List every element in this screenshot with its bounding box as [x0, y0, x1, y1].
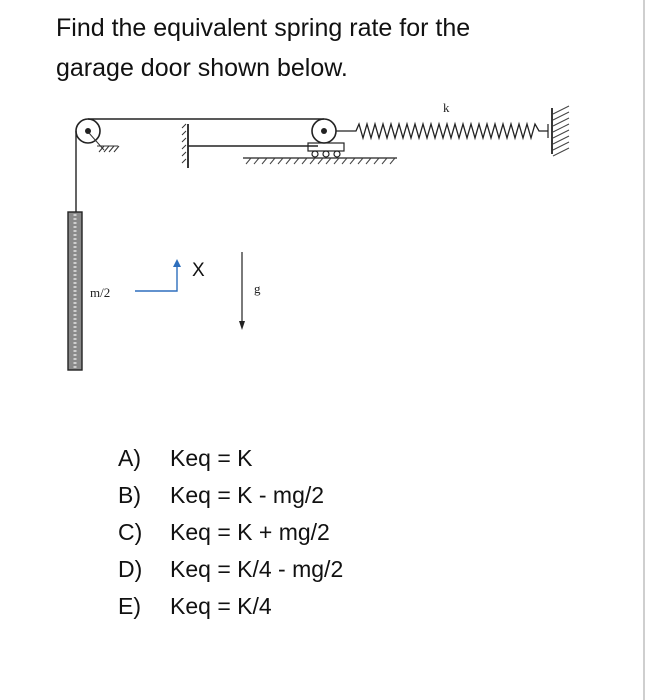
- displacement-label: X: [192, 260, 205, 281]
- option-a-text: Keq = K: [170, 445, 253, 471]
- gravity-arrowhead: [239, 321, 245, 330]
- option-c: [118, 514, 343, 551]
- option-c-letter: C): [118, 519, 143, 545]
- question-line-1: Find the equivalent spring rate for the: [56, 14, 471, 42]
- gravity-label: g: [254, 281, 261, 296]
- option-b-text: Keq = K - mg/2: [170, 482, 325, 508]
- option-e: [118, 588, 343, 625]
- spring-label: k: [443, 100, 450, 115]
- answer-options: [118, 440, 343, 625]
- wall-mount-left: [182, 124, 186, 163]
- track-floor-hatch: [246, 158, 395, 164]
- right-pulley: [312, 119, 336, 143]
- left-pulley: [76, 119, 100, 143]
- option-a-letter: A): [118, 445, 141, 471]
- question-line-2: garage door shown below.: [56, 54, 348, 82]
- wall-right-hatch: [553, 106, 569, 156]
- option-a: [118, 440, 343, 477]
- displacement-arrow: [135, 265, 177, 291]
- option-b-letter: B): [118, 482, 141, 508]
- option-e-text: Keq = K/4: [170, 593, 272, 619]
- option-d-letter: D): [118, 556, 143, 582]
- option-d-text: Keq = K/4 - mg/2: [170, 556, 344, 582]
- carriage-rollers: [308, 143, 344, 157]
- option-e-letter: E): [118, 593, 141, 619]
- spring: [336, 124, 548, 138]
- option-d: [118, 551, 343, 588]
- mass-label: m/2: [90, 285, 111, 300]
- option-b: [118, 477, 343, 514]
- option-c-text: Keq = K + mg/2: [170, 519, 330, 545]
- displacement-arrowhead: [173, 259, 181, 267]
